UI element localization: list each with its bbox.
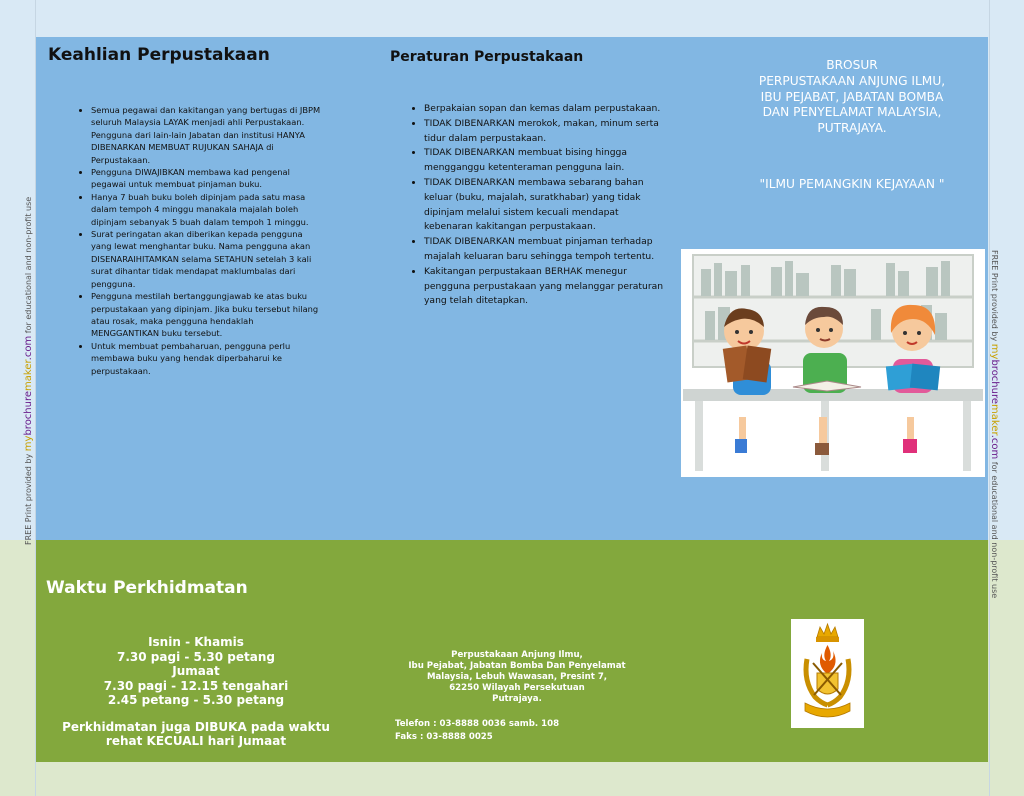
address-line: Ibu Pejabat, Jabatan Bomba Dan Penyelamat — [408, 661, 626, 671]
credit-brand — [23, 336, 34, 451]
hours-note — [46, 720, 346, 749]
credit-brand-part: maker — [23, 360, 34, 391]
address-line: Perpustakaan Anjung Ilmu, — [451, 650, 583, 660]
contact-info — [395, 718, 559, 743]
brochure-title-line: IBU PEJABAT, JABATAN BOMBA — [760, 89, 944, 104]
peraturan-heading: Peraturan Perpustakaan — [390, 49, 584, 65]
list-item: • Pengguna mestilah bertanggungjawab ke atas buku perpustakaan yang dipinjam. Jika buku tersebut hilang atau rosak, maka pengguna hendaklah MENGGANTIKAN buku tersebut. — [91, 290, 323, 340]
keahlian-heading: Keahlian Perpustakaan — [48, 45, 270, 65]
brochure-title-line: PERPUSTAKAAN ANJUNG ILMU, — [758, 73, 946, 88]
list-item: • Berpakaian sopan dan kemas dalam perpustakaan. — [424, 102, 664, 117]
motto: "ILMU PEMANGKIN KEJAYAAN " — [759, 177, 945, 191]
list-item: • Kakitangan perpustakaan BERHAK menegur pengguna perpustakaan yang melanggar peraturan yang telah ditetapkan. — [424, 265, 664, 309]
credit-brand — [989, 344, 1000, 459]
children-reading-illustration — [681, 249, 985, 477]
bomba-logo — [791, 619, 864, 728]
hours-line: Jumaat — [172, 664, 220, 678]
keahlian-list — [73, 104, 323, 377]
list-item: • TIDAK DIBENARKAN merokok, makan, minum serta tidur dalam perpustakaan. — [424, 117, 664, 147]
hours-note-line: rehat KECUALI hari Jumaat — [105, 734, 287, 748]
opening-hours — [46, 635, 346, 749]
credit-brand-part: .com — [989, 434, 1000, 460]
hours-line: Isnin - Khamis — [148, 635, 244, 649]
list-item: • Hanya 7 buah buku boleh dipinjam pada satu masa dalam tempoh 4 minggu manakala majalah boleh dipinjam sebanyak 5 buah dalam tempoh 1 minggu. — [91, 191, 323, 228]
illustration-graphic — [681, 249, 985, 477]
list-item: • TIDAK DIBENARKAN membuat pinjaman terhadap majalah keluaran baru sehingga tempoh tertentu. — [424, 235, 664, 265]
credit-text-left — [23, 197, 34, 545]
credit-prefix: FREE Print provided by — [990, 250, 999, 344]
credit-brand-part: maker — [989, 404, 1000, 435]
list-item: • Untuk membuat pembaharuan, pengguna perlu membawa buku yang hendak diperbaharui ke perpustakaan. — [91, 340, 323, 377]
peraturan-list — [406, 102, 664, 309]
telephone: Telefon : 03-8888 0036 samb. 108 — [395, 719, 560, 729]
list-item: • TIDAK DIBENARKAN membawa sebarang bahan keluar (buku, majalah, suratkhabar) yang tidak dipinjam melalui sistem kecuali mendapat kebenaran kakitangan perpustakaan. — [424, 176, 664, 235]
address-line: 62250 Wilayah Persekutuan — [449, 683, 585, 693]
hours-line: 7.30 pagi - 5.30 petang — [117, 649, 275, 664]
hours-line: 7.30 pagi - 12.15 tengahari — [103, 678, 289, 693]
list-item: • TIDAK DIBENARKAN membuat bising hingga mengganggu ketenteraman pengguna lain. — [424, 146, 664, 176]
credit-brand-part: my — [23, 435, 34, 452]
list-item: • Surat peringatan akan diberikan kepada pengguna yang lewat menghantar buku. Nama pengguna akan DISENARAIHITAMKAN selama SETAHUN setelah 3 kali surat dihantar tidak mendapat maklumbalas dari pengguna. — [91, 228, 323, 290]
credit-suffix: for educational and non-profit use — [990, 459, 999, 599]
list-item: • Semua pegawai dan kakitangan yang bertugas di JBPM seluruh Malaysia LAYAK menjadi ahli Perpustakaan. Pengguna dari lain-lain Jabatan dan institusi HANYA DIBENARKAN MEMBUAT RUJUKAN SAHAJA di Perpustakaan. — [91, 104, 323, 166]
credit-brand-part: my — [989, 343, 1000, 360]
credit-brand-part: brochure — [23, 390, 34, 436]
credit-text-right — [989, 250, 1000, 598]
brochure-title-line: PUTRAJAYA. — [817, 121, 887, 136]
credit-prefix: FREE Print provided by — [24, 451, 33, 545]
list-item: • Pengguna DIWAJIBKAN membawa kad pengenal pegawai untuk membuat pinjaman buku. — [91, 166, 323, 191]
hours-note-line: Perkhidmatan juga DIBUKA pada waktu — [62, 719, 330, 734]
brochure-title-line: DAN PENYELAMAT MALAYSIA, — [762, 105, 942, 120]
credit-brand-part: brochure — [989, 359, 1000, 405]
brochure-title-line: BROSUR — [826, 58, 878, 72]
library-address — [392, 650, 642, 705]
bomba-emblem-icon — [791, 619, 864, 728]
fax: Faks : 03-8888 0025 — [395, 731, 493, 742]
hours-line: 2.45 petang - 5.30 petang — [107, 693, 285, 707]
address-line: Malaysia, Lebuh Wawasan, Presint 7, — [426, 672, 608, 682]
credit-suffix: for educational and non-profit use — [24, 196, 33, 336]
address-line: Putrajaya. — [492, 694, 542, 704]
waktu-heading: Waktu Perkhidmatan — [46, 578, 248, 598]
credit-brand-part: .com — [23, 335, 34, 361]
brochure-title — [712, 58, 992, 137]
